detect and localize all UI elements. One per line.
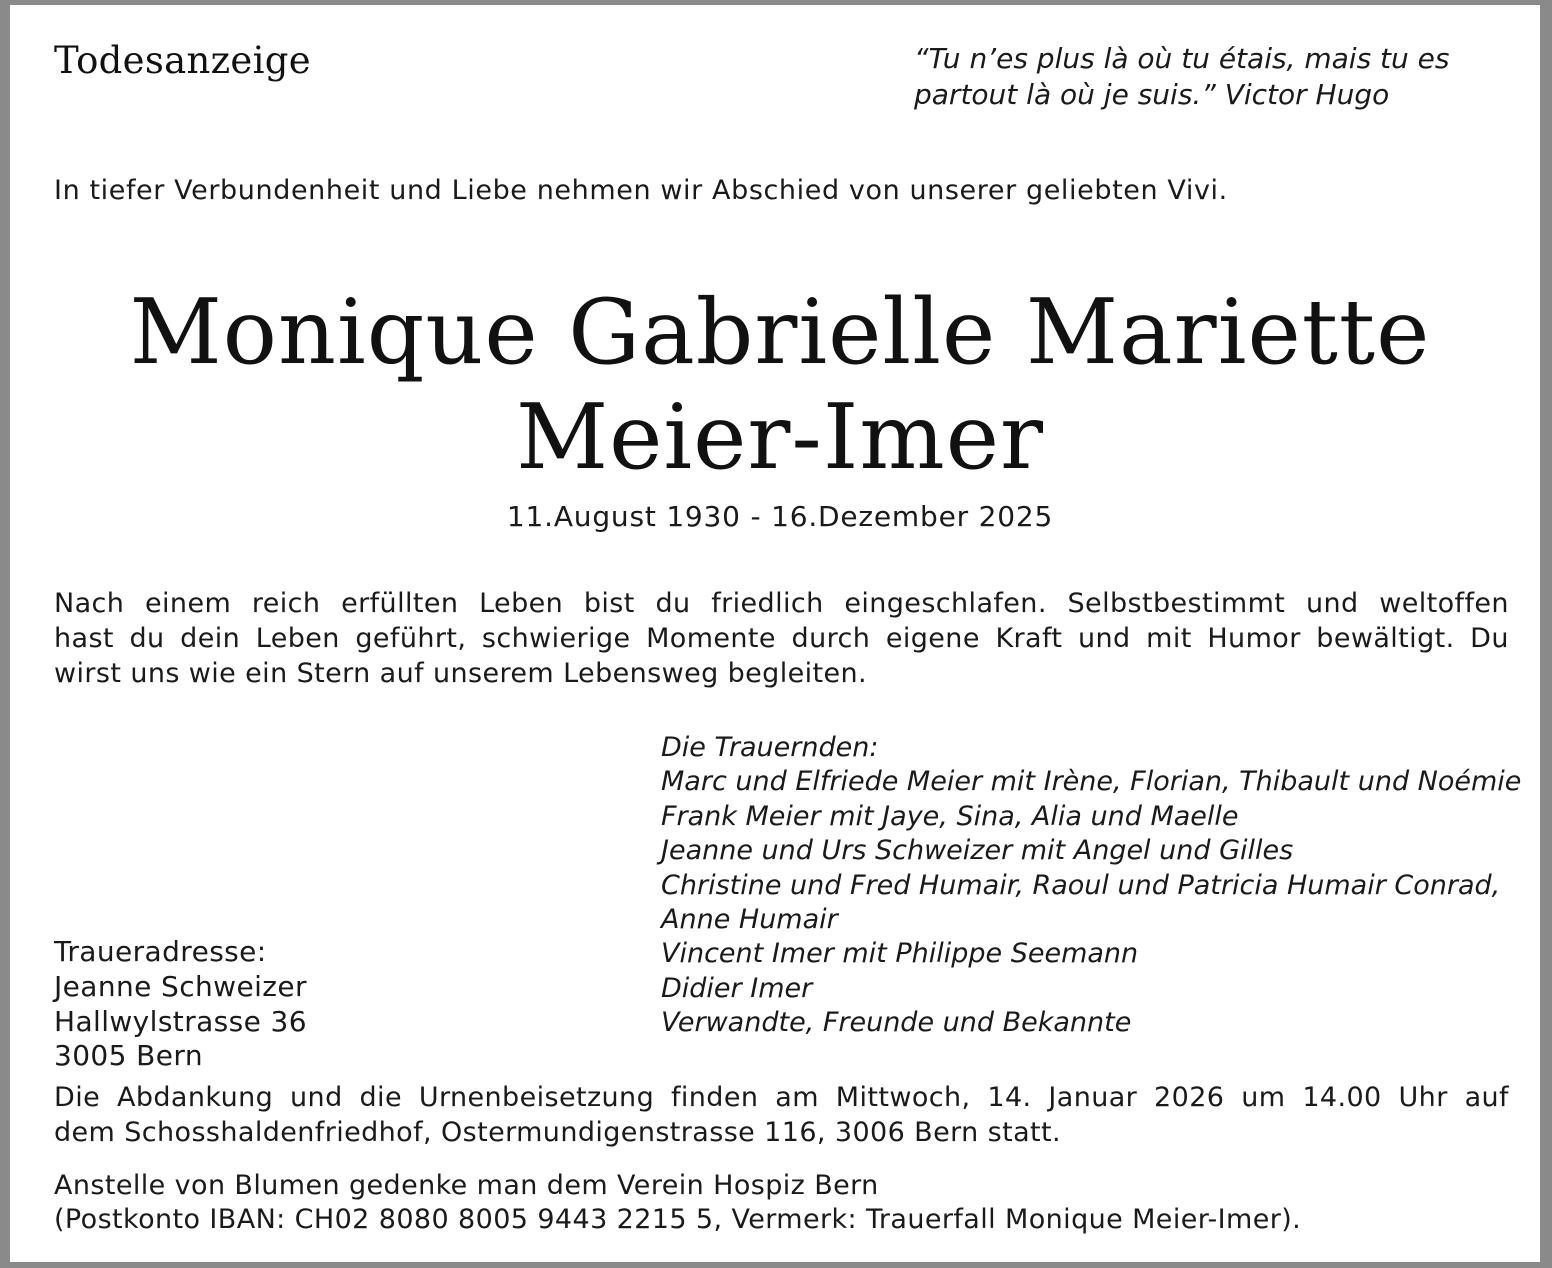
- victor-hugo-quote: [914, 41, 1514, 113]
- mourner-line: Didier Imer: [661, 972, 813, 1004]
- word: Die: [54, 1082, 101, 1113]
- word: erfüllten: [341, 588, 459, 619]
- mourners-list: [661, 731, 1521, 1041]
- word: auf: [1464, 1082, 1509, 1113]
- mourner-line: Jeanne und Urs Schweizer mit Angel und Gilles: [661, 835, 1294, 867]
- word: eingeschlafen.: [844, 588, 1047, 619]
- word: und: [290, 1082, 343, 1113]
- word: durch: [791, 623, 871, 654]
- mourner-line: Vincent Imer mit Philippe Seemann: [661, 938, 1139, 970]
- tribute-paragraph: [54, 586, 1509, 691]
- address-heading: Traueradresse:: [54, 935, 267, 968]
- word: am: [775, 1082, 819, 1113]
- word: bist: [583, 588, 635, 619]
- word: Januar: [1048, 1082, 1138, 1113]
- word: dein: [180, 623, 241, 654]
- notice-type-label: Todesanzeige: [54, 39, 311, 82]
- intro-sentence: In tiefer Verbundenheit und Liebe nehmen wir Abschied von unserer geliebten Vivi.: [54, 175, 1228, 206]
- quote-line: partout là où je suis.” Victor Hugo: [914, 78, 1390, 111]
- ceremony-details: [54, 1080, 1509, 1150]
- word: reich: [251, 588, 321, 619]
- word: hast: [54, 623, 114, 654]
- word: und: [1078, 623, 1131, 654]
- word: finden: [670, 1082, 759, 1113]
- word: Mittwoch,: [835, 1082, 971, 1113]
- address-street: Hallwylstrasse 36: [54, 1004, 307, 1038]
- deceased-name-line1: Monique Gabrielle Mariette: [129, 280, 1431, 385]
- mourner-line: Marc und Elfriede Meier mit Irène, Florian, Thibault und Noémie: [661, 766, 1522, 798]
- mourner-line: Verwandte, Freunde und Bekannte: [661, 1007, 1132, 1039]
- word: Abdankung: [116, 1082, 274, 1113]
- word: geführt,: [355, 623, 467, 654]
- quote-line: “Tu n’es plus là où tu étais, mais tu es: [914, 42, 1450, 75]
- word: einem: [145, 588, 232, 619]
- tribute-line: [54, 586, 1509, 621]
- address-city: 3005 Bern: [54, 1039, 203, 1073]
- word: die: [359, 1082, 402, 1113]
- mourning-address: [54, 935, 307, 1074]
- word: schwierige: [481, 623, 631, 654]
- life-dates: 11.August 1930 - 16.Dezember 2025: [506, 500, 1054, 533]
- mourner-line: Frank Meier mit Jaye, Sina, Alia und Maelle: [661, 800, 1239, 832]
- word: eigene: [885, 623, 980, 654]
- word: Nach: [54, 588, 125, 619]
- donation-line: Anstelle von Blumen gedenke man dem Verein Hospiz Bern: [54, 1170, 879, 1201]
- word: Selbstbestimmt: [1067, 588, 1286, 619]
- word: friedlich: [711, 588, 824, 619]
- address-name: Jeanne Schweizer: [54, 969, 307, 1003]
- mourners-heading: Die Trauernden:: [661, 732, 879, 763]
- word: um: [1241, 1082, 1286, 1113]
- donation-note: [54, 1169, 1301, 1237]
- word: weltoffen: [1379, 588, 1509, 619]
- word: Du: [1470, 623, 1509, 654]
- mourner-line: Anne Humair: [661, 904, 838, 936]
- word: 2026: [1154, 1082, 1225, 1113]
- deceased-name-line2: Meier-Imer: [515, 385, 1045, 490]
- word: mit: [1146, 623, 1192, 654]
- word: 14.: [987, 1082, 1032, 1113]
- word: Humor: [1207, 623, 1301, 654]
- donation-iban-line: (Postkonto IBAN: CH02 8080 8005 9443 2215 5, Vermerk: Trauerfall Monique Meier-Imer).: [54, 1204, 1302, 1235]
- word: Kraft: [995, 623, 1063, 654]
- ceremony-line: [54, 1080, 1509, 1115]
- word: Urnenbeisetzung: [418, 1082, 655, 1113]
- word: bewältigt.: [1316, 623, 1455, 654]
- word: Momente: [646, 623, 776, 654]
- word: Leben: [255, 623, 340, 654]
- word: Uhr: [1398, 1082, 1448, 1113]
- word: du: [129, 623, 165, 654]
- tribute-line: wirst uns wie ein Stern auf unserem Lebensweg begleiten.: [54, 658, 868, 689]
- word: du: [655, 588, 691, 619]
- tribute-line: [54, 621, 1509, 656]
- word: 14.00: [1302, 1082, 1382, 1113]
- word: Leben: [479, 588, 564, 619]
- mourner-line: Christine und Fred Humair, Raoul und Patricia Humair Conrad,: [661, 869, 1501, 901]
- ceremony-line: dem Schosshaldenfriedhof, Ostermundigenstrasse 116, 3006 Bern statt.: [54, 1117, 1061, 1148]
- word: und: [1305, 588, 1359, 619]
